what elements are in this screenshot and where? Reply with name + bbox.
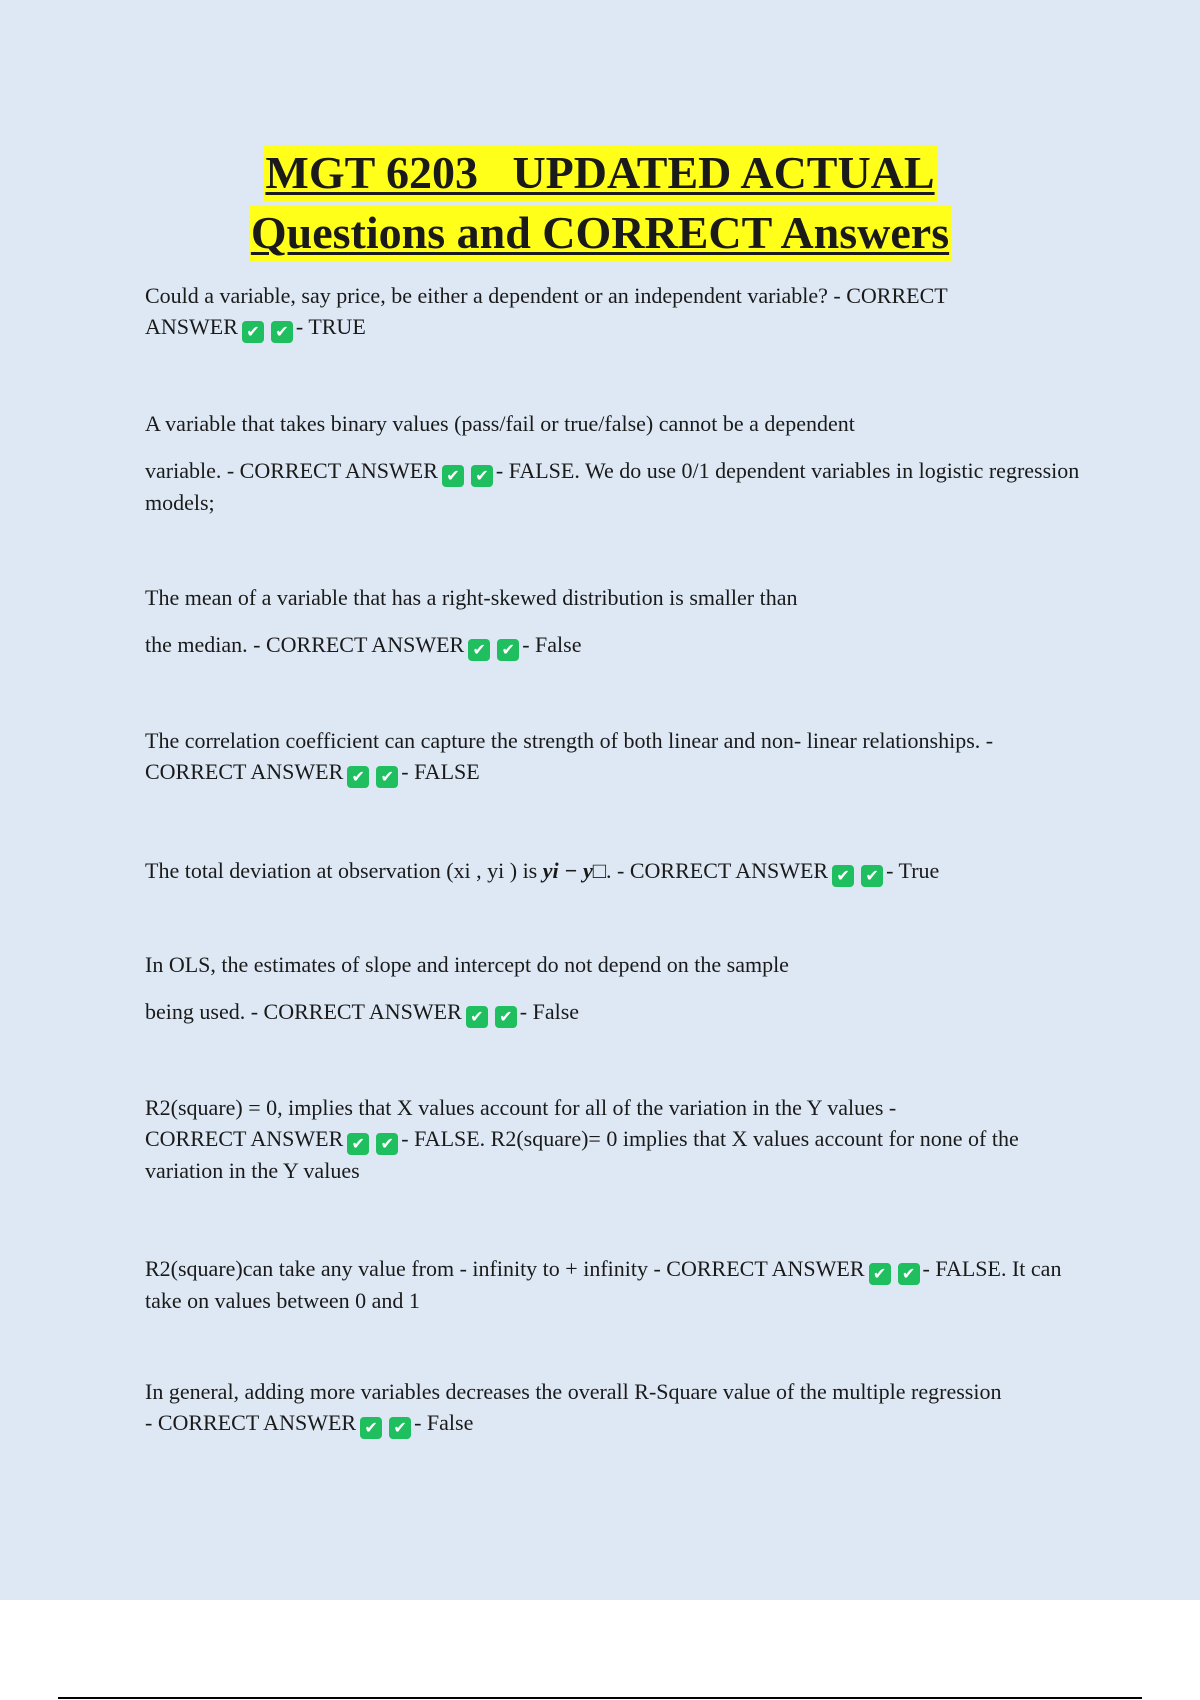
qa-item-4 xyxy=(145,725,1085,788)
check-icon: ✔ xyxy=(389,1417,411,1439)
check-icon: ✔ xyxy=(360,1417,382,1439)
check-icon: ✔ xyxy=(468,639,490,661)
answer-text: - FALSE. It can take on values between 0 and 1 xyxy=(145,1256,1062,1313)
check-icon: ✔ xyxy=(376,1133,398,1155)
check-icon: ✔ xyxy=(497,639,519,661)
answer-text: - FALSE. We do use 0/1 dependent variables in logistic regression models; xyxy=(145,458,1080,515)
check-icon: ✔ xyxy=(898,1263,920,1285)
question-text: In general, adding more variables decreases the overall R-Square value of the multiple regression - CORRECT ANSWER ✔ ✔ - False xyxy=(145,1379,1002,1437)
check-icon: ✔ xyxy=(347,766,369,788)
question-text: In OLS, the estimates of slope and intercept do not depend on the sample xyxy=(145,952,789,977)
check-icon: ✔ xyxy=(271,321,293,343)
answer-text: - FALSE xyxy=(401,759,480,784)
qa-item-1 xyxy=(145,280,1085,343)
answer-text: - FALSE. R2(square)= 0 implies that X values account for none of the variation in the Y values xyxy=(145,1126,1019,1183)
question-text: The total deviation at observation (xi , yi ) is yi − y□. - CORRECT ANSWER ✔ ✔ - True xyxy=(145,858,940,885)
qa-item-5 xyxy=(145,855,1085,887)
title-line-1: MGT 6203 UPDATED ACTUAL xyxy=(263,145,936,201)
check-icon: ✔ xyxy=(832,865,854,887)
question-text: R2(square) = 0, implies that X values account for all of the variation in the Y values - CORRECT ANSWER ✔ ✔ - FALSE. R2(square)= 0 implies that X values account for none of the variation in the Y values xyxy=(145,1095,1019,1183)
answer-text: - False xyxy=(519,999,580,1024)
answer-text: - True xyxy=(886,858,940,883)
qa-item-9 xyxy=(145,1376,1085,1439)
check-icon: ✔ xyxy=(466,1006,488,1028)
check-icon: ✔ xyxy=(495,1006,517,1028)
check-icon: ✔ xyxy=(869,1263,891,1285)
check-icon: ✔ xyxy=(347,1133,369,1155)
document-title xyxy=(0,145,1200,261)
qa-item-2: A variable that takes binary values (pass/fail or true/false) cannot be a dependent variable. - CORRECT ANSWER ✔ ✔ - FALSE. We do use 0/1 dependent variables in logistic regression models; xyxy=(145,408,1085,518)
question-text: The correlation coefficient can capture the strength of both linear and non- linear relationships. - CORRECT ANSWER ✔ ✔ - FALSE xyxy=(145,728,994,786)
footer-divider xyxy=(58,1697,1142,1699)
check-icon: ✔ xyxy=(376,766,398,788)
qa-item-8 xyxy=(145,1253,1085,1316)
check-icon: ✔ xyxy=(442,465,464,487)
question-text: Could a variable, say price, be either a dependent or an independent variable? - CORRECT ANSWER ✔ ✔ - TRUE xyxy=(145,283,948,341)
answer-text: - False xyxy=(522,632,582,657)
answer-text: - TRUE xyxy=(295,314,366,339)
question-text: The mean of a variable that has a right-skewed distribution is smaller than xyxy=(145,585,798,610)
question-text: A variable that takes binary values (pass/fail or true/false) cannot be a dependent xyxy=(145,411,855,436)
question-text: R2(square)can take any value from - infinity to + infinity - CORRECT ANSWER ✔ ✔ - FALSE. It can take on values between 0 and 1 xyxy=(145,1256,1062,1313)
check-icon: ✔ xyxy=(861,865,883,887)
answer-text: - False xyxy=(414,1410,474,1435)
title-line-2: Questions and CORRECT Answers xyxy=(249,205,951,261)
qa-item-6: In OLS, the estimates of slope and intercept do not depend on the sample being used. - CORRECT ANSWER ✔ ✔ - False xyxy=(145,949,1085,1028)
qa-item-3: The mean of a variable that has a right-skewed distribution is smaller than the median. - CORRECT ANSWER ✔ ✔ - False xyxy=(145,582,1085,661)
check-icon: ✔ xyxy=(242,321,264,343)
check-icon: ✔ xyxy=(471,465,493,487)
math-expression: yi − y xyxy=(542,858,593,883)
qa-item-7 xyxy=(145,1092,1085,1186)
